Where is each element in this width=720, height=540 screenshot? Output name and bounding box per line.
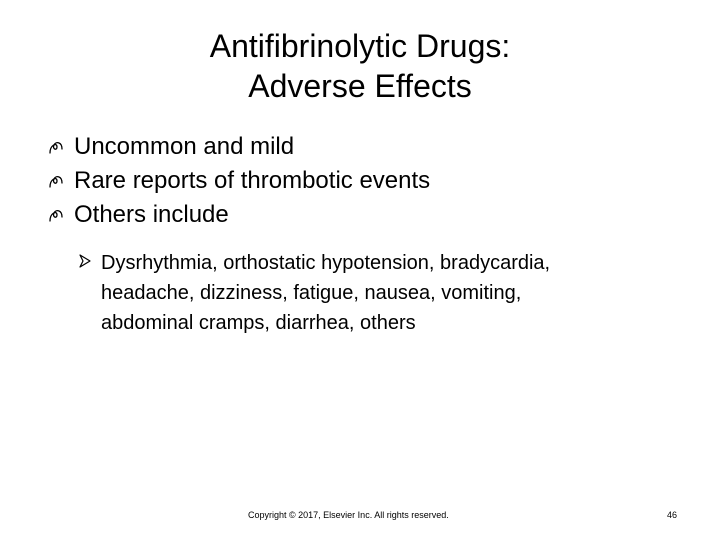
slide-title [0, 26, 720, 106]
sub-bullet-line-1: Dysrhythmia, orthostatic hypotension, bradycardia, [101, 252, 551, 274]
footer [0, 509, 720, 523]
slide-title-line-1: Antifibrinolytic Drugs: [209, 28, 511, 64]
slide-title-line-2: Adverse Effects [248, 68, 472, 104]
sub-bullet-text [101, 248, 681, 338]
bullet-list [0, 131, 720, 233]
bullet-text: Uncommon and mild [74, 133, 295, 160]
sub-bullet-line-3: abdominal cramps, diarrhea, others [101, 312, 416, 334]
bullet-text: Others include [74, 201, 229, 228]
bullet-item [0, 165, 720, 199]
curl-bullet-icon [48, 137, 64, 157]
arrow-bullet-icon [79, 254, 91, 268]
copyright-notice: Copyright © 2017, Elsevier Inc. All rights reserved. [248, 510, 449, 520]
curl-bullet-icon [48, 205, 64, 225]
bullet-item [0, 199, 720, 233]
bullet-text: Rare reports of thrombotic events [74, 167, 431, 194]
page-number: 46 [666, 510, 677, 520]
bullet-item [0, 131, 720, 165]
curl-bullet-icon [48, 171, 64, 191]
sub-bullet-line-2: headache, dizziness, fatigue, nausea, vomiting, [101, 282, 522, 304]
